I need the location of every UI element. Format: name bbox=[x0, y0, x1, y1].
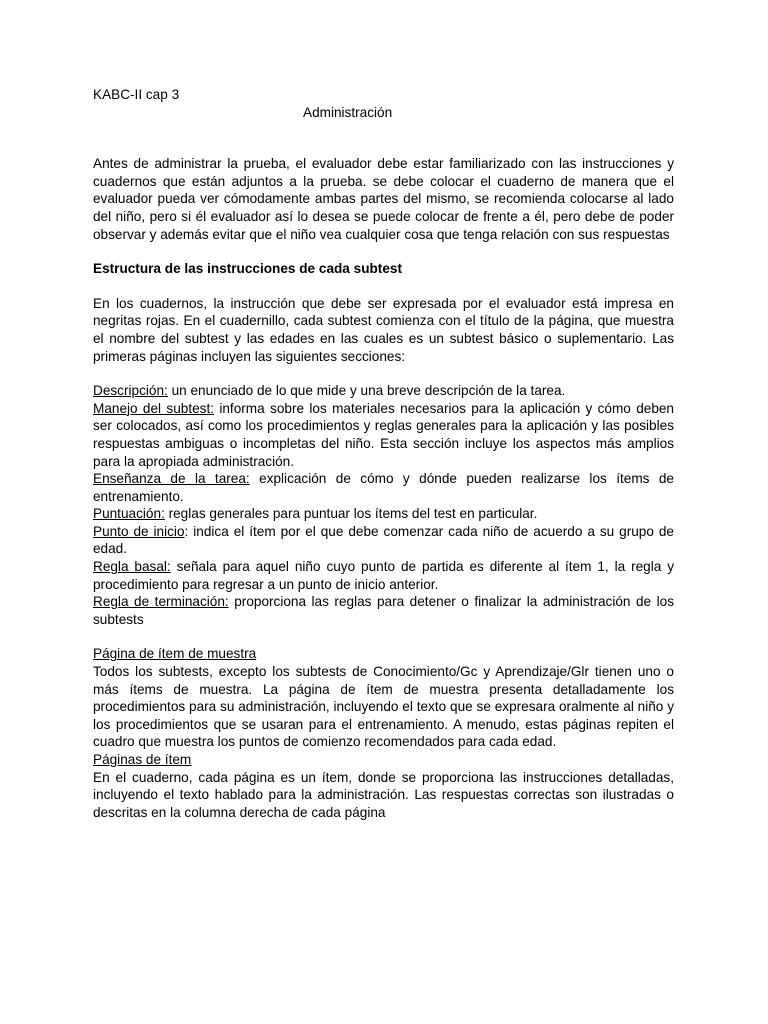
spacer bbox=[93, 121, 674, 155]
sample-page-paragraph: Todos los subtests, excepto los subtests de Conocimiento/Gc y Aprendizaje/Glr tienen uno o más ítems de muestra. La página de ítem de muestra presenta detalladamente los procedimientos para su administración, incluyendo el texto que se expresara oralmente al niño y los procedimientos que se usaran para el entrenamiento. A menudo, estas páginas repiten el cuadro que muestra los puntos de comienzo recomendados para cada edad. bbox=[93, 664, 674, 750]
section-heading-sample-page: Página de ítem de muestra bbox=[93, 646, 257, 662]
definition-item bbox=[93, 470, 674, 505]
definition-list bbox=[93, 382, 674, 628]
item-pages-paragraph: En el cuaderno, cada página es un ítem, donde se proporciona las instrucciones detalladas, incluyendo el texto hablado para la administración. Las respuestas correctas son ilustradas o descritas en la columna derecha de cada página bbox=[93, 769, 674, 820]
definition-item bbox=[93, 593, 674, 628]
definition-text: proporciona las reglas para detener o finalizar la administración de los subtests bbox=[93, 594, 674, 627]
definition-term: Regla de terminación: bbox=[93, 594, 229, 610]
definition-term: Enseñanza de la tarea: bbox=[93, 471, 250, 487]
spacer bbox=[93, 365, 674, 382]
definition-item bbox=[93, 523, 674, 558]
structure-paragraph: En los cuadernos, la instrucción que debe ser expresada por el evaluador está impresa en negritas rojas. En el cuadernillo, cada subtest comienza con el título de la página, que muestra el nombre del subtest y las edades en las cuales es un subtest básico o suplementario. Las primeras páginas incluyen las siguientes secciones: bbox=[93, 295, 674, 364]
section-heading-structure: Estructura de las instrucciones de cada subtest bbox=[93, 261, 402, 277]
spacer bbox=[93, 243, 674, 260]
definition-text: informa sobre los materiales necesarios para la aplicación y cómo deben ser colocados, así como los procedimientos y reglas generales para la aplicación y las posibles respuestas ambiguas o incompletas del niño. Esta sección incluye los aspectos más amplios para la apropiada administración. bbox=[93, 400, 674, 469]
page-title: Administración bbox=[303, 104, 393, 120]
definition-item bbox=[93, 382, 674, 400]
definition-item bbox=[93, 505, 674, 523]
definition-term: Regla basal: bbox=[93, 559, 171, 575]
definition-term: Punto de inicio bbox=[93, 523, 185, 539]
definition-item bbox=[93, 400, 674, 470]
definition-text: reglas generales para puntuar los ítems del test en particular. bbox=[164, 506, 538, 522]
section-heading-item-pages: Páginas de ítem bbox=[93, 752, 192, 767]
definition-text: señala para aquel niño cuyo punto de partida es diferente al ítem 1, la regla y procedimiento para regresar a un punto de inicio anterior. bbox=[93, 559, 674, 592]
definition-term: Descripción: bbox=[93, 383, 168, 399]
spacer bbox=[93, 628, 674, 645]
definition-text: un enunciado de lo que mide y una breve descripción de la tarea. bbox=[167, 383, 566, 399]
definition-term: Puntuación: bbox=[93, 506, 165, 522]
spacer bbox=[93, 278, 674, 295]
definition-text: explicación de cómo y dónde pueden realizarse los ítems de entrenamiento. bbox=[93, 471, 674, 504]
document-page bbox=[93, 86, 674, 821]
course-label: KABC-II cap 3 bbox=[93, 87, 180, 102]
definition-item bbox=[93, 558, 674, 593]
intro-paragraph: Antes de administrar la prueba, el evaluador debe estar familiarizado con las instrucciones y cuadernos que están adjuntos a la prueba. se debe colocar el cuaderno de manera que el evaluador pueda ver cómodamente ambas partes del mismo, se recomienda colocarse al lado del niño, pero si él evaluador así lo desea se puede colocar de frente a él, pero debe de poder observar y además evitar que el niño vea cualquier cosa que tenga relación con sus respuestas bbox=[93, 156, 674, 242]
definition-term: Manejo del subtest: bbox=[93, 400, 215, 416]
definition-text: : indica el ítem por el que debe comenzar cada niño de acuerdo a su grupo de edad. bbox=[93, 523, 674, 557]
